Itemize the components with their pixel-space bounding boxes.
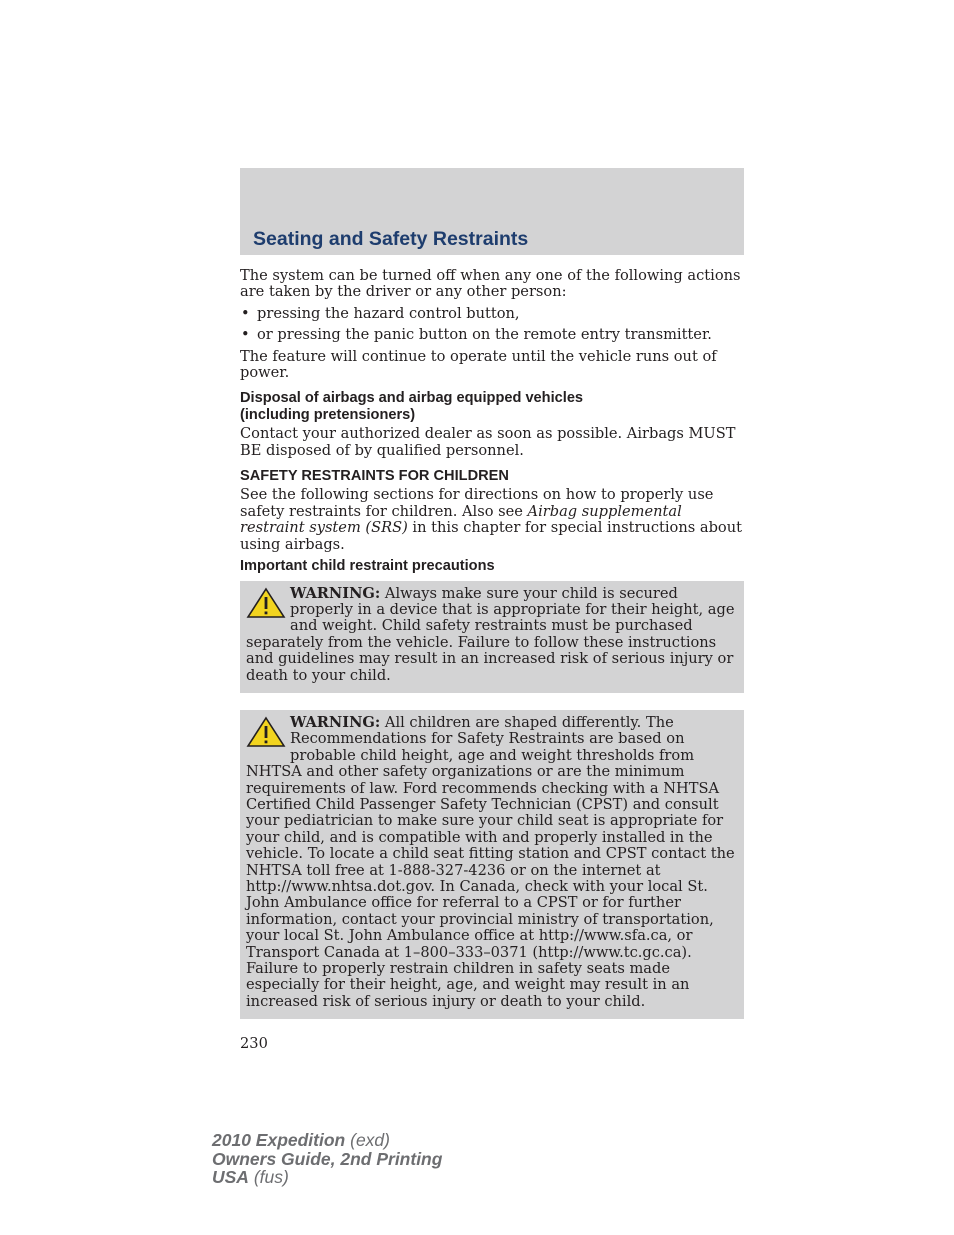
footer-line: USA (fus) bbox=[212, 1167, 289, 1187]
warning-box bbox=[240, 581, 744, 693]
disposal-paragraph: Contact your authorized dealer as soon as possible. Airbags MUST BE disposed of by qualified personnel. bbox=[240, 425, 736, 459]
warning-triangle-icon bbox=[246, 587, 286, 619]
disposal-heading: Disposal of airbags and airbag equipped vehicles (including pretensioners) bbox=[240, 390, 584, 423]
children-heading: SAFETY RESTRAINTS FOR CHILDREN bbox=[240, 468, 509, 485]
warning-text: Always make sure your child is secured properly in a device that is appropriate for their height, age and weight. Child safety restraints must be purchased separately from the vehicle. Failure to follow these instructions and guidelines may result in an increased risk of serious injury or death to your child. bbox=[246, 584, 735, 684]
children-paragraph: See the following sections for directions on how to properly use safety restraints for children. Also see Airbag supplemental restraint system (SRS) in this chapter for special instructions about using airbags. bbox=[240, 486, 742, 553]
page-content bbox=[240, 268, 744, 1053]
warning-box bbox=[240, 710, 744, 1019]
intro-paragraph: The system can be turned off when any one of the following actions are taken by the driver or any other person: bbox=[240, 267, 741, 301]
section-title: Seating and Safety Restraints bbox=[253, 228, 529, 250]
warning-label: WARNING: bbox=[290, 713, 381, 731]
document-footer bbox=[212, 1131, 442, 1187]
warning-text: All children are shaped differently. The Recommendations for Safety Restraints are based on probable child height, age and weight thresholds from NHTSA and other safety organizations or are the minimum requirements of law. Ford recommends checking with a NHTSA Certified Child Passenger Safety Technician (CPST) and consult your pediatrician to make sure your child seat is appropriate for your child, and is compatible with and properly installed in the vehicle. To locate a child seat fitting station and CPST contact the NHTSA toll free at 1-888-327-4236 or on the internet at http://www.nhtsa.dot.gov. In Canada, check with your local St. John Ambulance office for referral to a CPST or for further information, contact your provincial ministry of transportation, your local St. John Ambulance office at http://www.sfa.ca, or Transport Canada at 1–800–333–0371 (http://www.tc.gc.ca). Failure to properly restrain children in safety seats made especially for their height, age, and weight may result in an increased risk of serious injury or death to your child. bbox=[246, 713, 735, 1010]
warning-triangle-icon bbox=[246, 716, 286, 748]
precautions-heading: Important child restraint precautions bbox=[240, 558, 495, 575]
footer-line: Owners Guide, 2nd Printing bbox=[212, 1148, 443, 1169]
section-header-band bbox=[240, 168, 744, 255]
list-item: • or pressing the panic button on the remote entry transmitter. bbox=[241, 326, 712, 344]
bullet-icon: • bbox=[241, 304, 250, 322]
warning-label: WARNING: bbox=[290, 584, 381, 602]
cross-reference: Airbag supplemental restraint system (SRS) bbox=[240, 502, 682, 537]
intro-bullet-list bbox=[240, 306, 744, 344]
footer-line: 2010 Expedition (exd) bbox=[212, 1130, 390, 1150]
list-item: • pressing the hazard control button, bbox=[241, 304, 520, 322]
page-number: 230 bbox=[240, 1035, 268, 1053]
intro-after-paragraph: The feature will continue to operate until the vehicle runs out of power. bbox=[240, 347, 717, 382]
bullet-icon: • bbox=[241, 326, 250, 344]
